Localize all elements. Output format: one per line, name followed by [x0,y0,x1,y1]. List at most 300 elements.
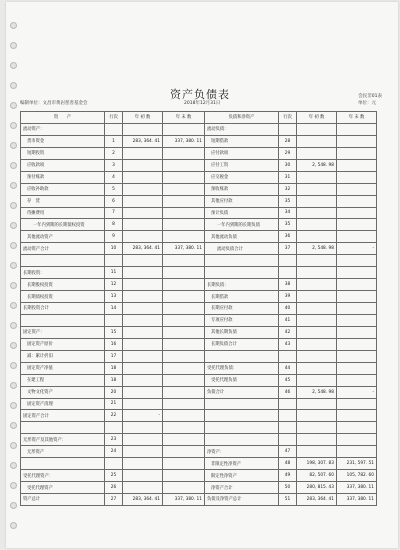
liability-opening [297,267,337,279]
asset-item: 长期投资： [21,267,105,279]
table-row [21,303,377,315]
liability-opening [297,183,337,195]
asset-item: 固定资产合计 [21,410,105,422]
liability-closing [337,231,377,243]
liability-opening: 283, 364. 41 [297,494,337,506]
liability-item: 其他流动负债 [205,231,279,243]
table-row [21,219,377,231]
liability-line-no [279,434,297,446]
liability-item: 负债合计 [205,386,279,398]
table-row [21,291,377,303]
table-row [21,255,377,267]
asset-closing [163,267,205,279]
asset-line-no: 23 [105,434,123,446]
liability-closing [337,183,377,195]
asset-item: 一年内到期的长期债权投资 [21,219,105,231]
binding-hole [10,162,17,169]
report-date: 2018年12月31日 [184,101,221,106]
liability-opening: 198, 307. 83 [297,458,337,470]
liability-opening [297,123,337,135]
asset-item: 受托代理资产 [21,482,105,494]
liability-closing [337,422,377,434]
binding-hole [10,382,17,389]
table-row [21,422,377,434]
table-row [21,159,377,171]
liability-line-no: 42 [279,326,297,338]
liability-opening: 2, 548. 98 [297,159,337,171]
liability-line-no: 34 [279,207,297,219]
liability-item [205,350,279,362]
liability-item [205,398,279,410]
liability-closing [337,147,377,159]
table-row [21,135,377,147]
binding-hole [10,262,17,269]
binding-hole [10,502,17,509]
table-row [21,243,377,255]
asset-opening [123,350,163,362]
asset-line-no: 18 [105,374,123,386]
asset-line-no: 25 [105,470,123,482]
liability-line-no: 46 [279,386,297,398]
asset-closing [163,314,205,326]
table-row [21,482,377,494]
asset-line-no [105,314,123,326]
liability-line-no: 31 [279,171,297,183]
asset-closing [163,147,205,159]
liability-line-no: 35 [279,219,297,231]
liability-opening [297,231,337,243]
binding-hole [10,122,17,129]
liability-line-no: 48 [279,458,297,470]
asset-line-no: 21 [105,398,123,410]
liability-closing [337,326,377,338]
table-row [21,362,377,374]
asset-line-no [105,458,123,470]
liability-opening [297,303,337,315]
liability-opening: 2, 548. 98 [297,386,337,398]
liability-item: 长期借款 [205,291,279,303]
asset-line-no: 12 [105,279,123,291]
asset-closing [163,303,205,315]
table-row [21,267,377,279]
liability-line-no: 37 [279,243,297,255]
liability-closing [337,195,377,207]
asset-line-no: 20 [105,386,123,398]
asset-item: 短期投资 [21,147,105,159]
asset-item [21,422,105,434]
liability-closing: 337, 380. 11 [337,494,377,506]
header-closing-2: 年 末 数 [337,112,377,124]
liability-item: 一年内到期的长期负债 [205,219,279,231]
binding-hole [10,42,17,49]
table-row [21,314,377,326]
asset-item: 存 货 [21,195,105,207]
asset-closing [163,159,205,171]
liability-opening [297,350,337,362]
liability-line-no [279,255,297,267]
asset-line-no [105,422,123,434]
asset-item [21,458,105,470]
liability-closing [337,255,377,267]
liability-closing [337,303,377,315]
asset-closing [163,410,205,422]
asset-closing: 337, 380. 11 [163,494,205,506]
header-line-no: 行次 [105,112,123,124]
binding-hole [10,142,17,149]
asset-line-no: 5 [105,183,123,195]
asset-line-no: 15 [105,326,123,338]
table-row [21,338,377,350]
header-assets: 资 产 [21,112,105,124]
liability-line-no: 51 [279,494,297,506]
asset-line-no: 11 [105,267,123,279]
liability-line-no: 36 [279,231,297,243]
table-header-row [21,112,377,124]
liability-item: 应付工资 [205,159,279,171]
asset-item: 固定资产： [21,326,105,338]
asset-item: 固定资产净值 [21,362,105,374]
asset-closing [163,458,205,470]
liability-closing [337,123,377,135]
binding-hole [10,302,17,309]
asset-line-no: 8 [105,219,123,231]
asset-opening [123,434,163,446]
binding-hole [10,62,17,69]
header-closing: 年 末 数 [163,112,205,124]
liability-line-no: 28 [279,135,297,147]
asset-item: 长期投资合计 [21,303,105,315]
asset-item: 其他流动资产 [21,231,105,243]
liability-closing: - [337,243,377,255]
asset-closing [163,183,205,195]
liability-line-no [279,350,297,362]
binding-hole [10,342,17,349]
liability-item: 应交税金 [205,171,279,183]
table-row [21,123,377,135]
table-row [21,350,377,362]
asset-line-no: 1 [105,135,123,147]
liability-item [205,410,279,422]
liability-closing [337,267,377,279]
liability-line-no: 47 [279,446,297,458]
asset-opening [123,482,163,494]
asset-line-no: 2 [105,147,123,159]
asset-opening [123,374,163,386]
asset-item: 预付账款 [21,171,105,183]
table-row [21,410,377,422]
liability-item: 受托代理负债： [205,362,279,374]
table-row [21,446,377,458]
liability-opening [297,326,337,338]
asset-closing [163,171,205,183]
liability-closing [337,410,377,422]
asset-closing [163,398,205,410]
table-row [21,147,377,159]
asset-closing [163,374,205,386]
liability-line-no: 50 [279,482,297,494]
liability-item: 短期借款 [205,135,279,147]
asset-opening [123,171,163,183]
asset-item [21,255,105,267]
asset-opening [123,219,163,231]
asset-closing [163,362,205,374]
liability-item: 净资产合计 [205,482,279,494]
table-row [21,470,377,482]
organization-label: 编制单位：文昌市黄岩慈善基金会 [20,101,88,106]
asset-opening [123,279,163,291]
binding-hole [10,22,17,29]
asset-opening [123,303,163,315]
liability-closing [337,219,377,231]
liability-opening [297,374,337,386]
liability-opening [297,398,337,410]
liability-opening [297,135,337,147]
liability-item: 其他长期负债 [205,326,279,338]
binding-hole [10,442,17,449]
liability-opening [297,195,337,207]
liability-closing [337,350,377,362]
asset-line-no: 22 [105,410,123,422]
asset-opening [123,255,163,267]
table-row [21,494,377,506]
liability-opening: 2, 548. 98 [297,243,337,255]
binding-hole [10,282,17,289]
header-opening-2: 年 初 数 [297,112,337,124]
liability-opening [297,207,337,219]
table-row [21,279,377,291]
liability-item: 长期负债合计 [205,338,279,350]
binding-hole [10,482,17,489]
asset-opening [123,207,163,219]
asset-item: 无形资产及其他资产： [21,434,105,446]
asset-closing [163,338,205,350]
liability-closing [337,362,377,374]
liability-closing [337,171,377,183]
liability-closing [337,398,377,410]
asset-opening [123,183,163,195]
asset-closing: 337, 380. 11 [163,135,205,147]
asset-closing [163,195,205,207]
binding-hole [10,522,17,529]
table-row [21,326,377,338]
liability-closing [337,374,377,386]
asset-item: 待摊费用 [21,207,105,219]
asset-opening [123,446,163,458]
liability-closing [337,291,377,303]
asset-closing [163,207,205,219]
liability-item: 预收账款 [205,183,279,195]
liability-closing [337,135,377,147]
liability-line-no: 35 [279,195,297,207]
liability-item: 预计负债 [205,207,279,219]
asset-line-no: 7 [105,207,123,219]
liability-item: 负债及净资产总计 [205,494,279,506]
asset-item: 长期债权投资 [21,291,105,303]
binding-hole [10,242,17,249]
liability-opening [297,362,337,374]
asset-item: 流动资产： [21,123,105,135]
asset-item: 资产总计 [21,494,105,506]
asset-closing [163,255,205,267]
liability-closing [337,279,377,291]
liability-opening [297,147,337,159]
liability-opening [297,338,337,350]
asset-closing [163,434,205,446]
asset-item: 在建工程 [21,374,105,386]
header-opening: 年 初 数 [123,112,163,124]
liability-item: 长期应付款 [205,303,279,315]
table-row [21,231,377,243]
asset-opening [123,291,163,303]
liability-item: 流动负债合计 [205,243,279,255]
liability-item: 净资产： [205,446,279,458]
liability-closing [337,446,377,458]
liability-opening [297,314,337,326]
asset-closing [163,326,205,338]
liability-closing [337,434,377,446]
asset-opening [123,159,163,171]
liability-opening: 82, 507. 60 [297,470,337,482]
table-row [21,207,377,219]
liability-opening [297,410,337,422]
report-title: 资产负债表 [170,88,230,101]
binding-hole [10,202,17,209]
asset-opening [123,326,163,338]
asset-item: 受托代理资产： [21,470,105,482]
liability-item: 专项应付款 [205,314,279,326]
asset-opening [123,338,163,350]
liability-line-no: 38 [279,279,297,291]
asset-item: 文物文化资产 [21,386,105,398]
binding-hole [10,422,17,429]
table-row [21,434,377,446]
liability-opening [297,446,337,458]
table-row [21,183,377,195]
liability-closing: 105, 782. 60 [337,470,377,482]
asset-line-no: 13 [105,291,123,303]
liability-line-no: 49 [279,470,297,482]
table-row [21,458,377,470]
liability-line-no: 39 [279,291,297,303]
asset-closing: 337, 380. 11 [163,243,205,255]
liability-item [205,422,279,434]
binding-hole [10,102,17,109]
asset-opening: 283, 364. 41 [123,135,163,147]
currency-unit: 单位：元 [358,101,376,106]
liability-line-no: 44 [279,362,297,374]
asset-line-no: 24 [105,446,123,458]
liability-item [205,434,279,446]
liability-closing: 337, 380. 11 [337,482,377,494]
asset-closing [163,386,205,398]
liability-opening: 280, 815. 43 [297,482,337,494]
asset-closing [163,219,205,231]
liability-line-no [279,123,297,135]
asset-line-no: 4 [105,171,123,183]
liability-closing [337,314,377,326]
asset-opening: 283, 364. 41 [123,494,163,506]
binding-hole [10,362,17,369]
asset-item: 减：累计折旧 [21,350,105,362]
liability-item [205,267,279,279]
liability-opening [297,171,337,183]
header-liabilities: 负债和净资产 [205,112,279,124]
asset-line-no: 9 [105,231,123,243]
asset-item: 固定资产清理 [21,398,105,410]
liability-line-no: 41 [279,314,297,326]
asset-opening [123,362,163,374]
table-row [21,195,377,207]
asset-item: 长期股权投资 [21,279,105,291]
liability-line-no: 32 [279,183,297,195]
asset-item: 应收补助款 [21,183,105,195]
table-row [21,171,377,183]
binding-hole [10,462,17,469]
liability-item: 非限定性净资产 [205,458,279,470]
liability-line-no: 29 [279,147,297,159]
liability-opening [297,434,337,446]
asset-line-no [105,255,123,267]
asset-opening: - [123,410,163,422]
asset-opening [123,195,163,207]
asset-line-no [105,123,123,135]
asset-line-no: 14 [105,303,123,315]
asset-line-no: 17 [105,350,123,362]
table-row [21,374,377,386]
liability-opening [297,422,337,434]
liability-closing: - [337,386,377,398]
liability-item [205,255,279,267]
liability-item: 长期负债： [205,279,279,291]
liability-line-no [279,410,297,422]
asset-line-no: 6 [105,195,123,207]
form-code: 会民非01表 [358,94,382,99]
asset-item: 流动资产合计 [21,243,105,255]
liability-line-no [279,267,297,279]
asset-opening [123,386,163,398]
asset-closing [163,291,205,303]
binding-hole [10,182,17,189]
asset-closing [163,350,205,362]
liability-closing: 231, 597. 51 [337,458,377,470]
liability-opening [297,291,337,303]
liability-closing [337,207,377,219]
asset-line-no: 16 [105,338,123,350]
asset-line-no: 27 [105,494,123,506]
liability-line-no [279,398,297,410]
asset-closing [163,446,205,458]
liability-line-no: 40 [279,303,297,315]
liability-line-no: 45 [279,374,297,386]
asset-opening [123,470,163,482]
asset-opening [123,422,163,434]
liability-line-no [279,422,297,434]
liability-opening [297,279,337,291]
liability-line-no: 43 [279,338,297,350]
header-line-no-2: 行次 [279,112,297,124]
asset-closing [163,470,205,482]
asset-closing [163,482,205,494]
table-row [21,398,377,410]
asset-closing [163,422,205,434]
liability-item: 受托代理负债 [205,374,279,386]
asset-opening [123,267,163,279]
liability-closing [337,159,377,171]
table-row [21,386,377,398]
asset-closing [163,123,205,135]
liability-closing [337,338,377,350]
binding-hole [10,222,17,229]
